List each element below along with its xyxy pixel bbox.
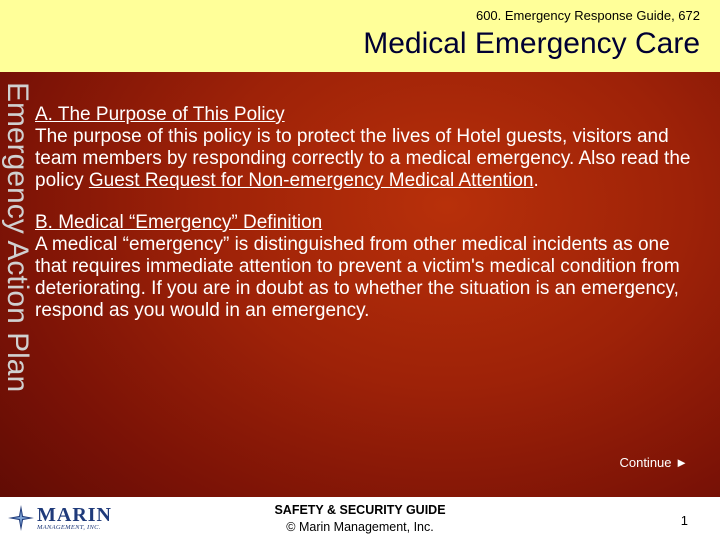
logo-subtitle: MANAGEMENT, INC. [37, 523, 101, 531]
page-number: 1 [680, 513, 688, 528]
policy-link[interactable]: Guest Request for Non-emergency Medical Attention [88, 170, 534, 191]
section-heading: A. The Purpose of This Policy [35, 104, 285, 125]
logo-text [37, 505, 112, 532]
footer-title: SAFETY & SECURITY GUIDE [274, 503, 446, 517]
company-logo [7, 501, 127, 535]
footer-copyright: © Marin Management, Inc. [286, 520, 434, 534]
header-subtitle: 600. Emergency Response Guide, 672 [475, 8, 700, 23]
star-compass-logo-icon [7, 504, 35, 532]
section-text-end: . [533, 170, 539, 191]
section-purpose [35, 104, 695, 192]
logo-brand: MARIN [37, 503, 112, 526]
slide-title: Medical Emergency Care [363, 27, 700, 60]
continue-link[interactable]: Continue ► [619, 455, 688, 470]
side-vertical-title: Emergency Action Plan [1, 82, 34, 393]
section-body: A medical “emergency” is distinguished from other medical incidents as one that requires immediate attention to prevent a victim's medical condition from deteriorating. If you are in doubt as to whether the situation is an emergency, respond as you would in an emergency. [35, 234, 680, 321]
section-text: The purpose of this policy is to protect the lives of Hotel guests, visitors and team members by responding correctly to a medical emergency. Also read the policy [35, 126, 691, 191]
slide-content [35, 104, 695, 322]
slide-footer [0, 497, 720, 540]
section-body [35, 126, 695, 192]
section-heading: B. Medical “Emergency” Definition [35, 212, 323, 233]
footer-center [240, 502, 480, 536]
slide-header [0, 0, 720, 72]
section-definition [35, 212, 695, 322]
